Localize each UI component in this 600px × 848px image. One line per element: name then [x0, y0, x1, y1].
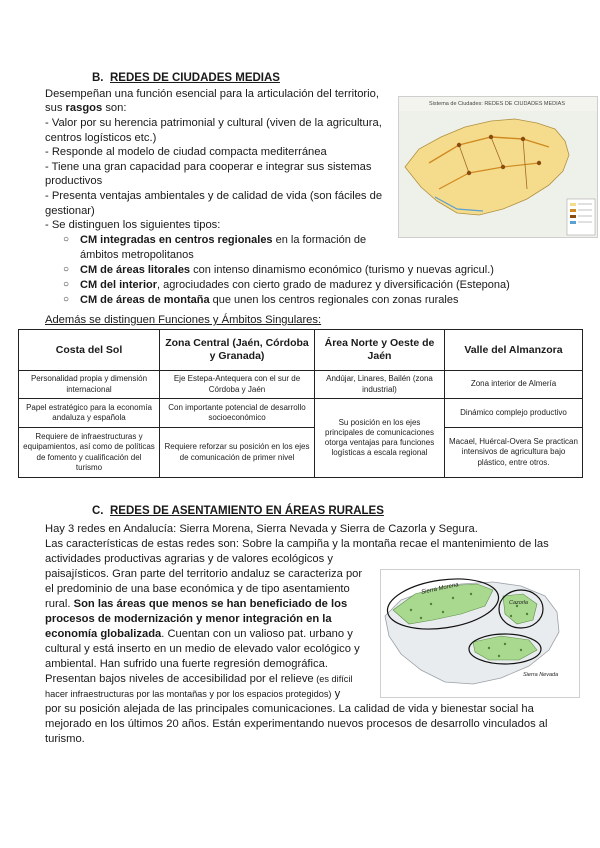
map-caption: Sistema de Ciudades: REDES DE CIUDADES MEDIAS — [429, 101, 566, 107]
section-c-line: ambiental. Han sufrido una fuerte regresión demográfica. — [45, 658, 328, 670]
section-c-line: actividades productivas agrarias y de valores ecológicos y — [45, 553, 333, 565]
table-cell: Papel estratégico para la economía andaluza y española — [19, 399, 160, 428]
table-row — [19, 428, 583, 478]
table-cell: Requiere de infraestructuras y equipamientos, así como de políticas de fomento y cualificación del turismo — [19, 428, 160, 478]
section-b-title: REDES DE CIUDADES MEDIAS — [110, 72, 280, 84]
andalucia-map-icon — [399, 97, 597, 237]
table-header: Zona Central (Jaén, Córdoba y Granada) — [160, 330, 315, 371]
bullet-circle-icon: ○ — [63, 294, 70, 305]
table-row — [19, 371, 583, 399]
section-c-heading — [92, 505, 384, 517]
rasgo-4b: gestionar) — [45, 205, 95, 217]
table-header-row — [19, 330, 583, 371]
table-cell: Su posición en los ejes principales de comunicaciones otorga ventajas para funciones logísticas a escala regional — [315, 399, 445, 478]
table-cell: Eje Estepa-Antequera con el sur de Córdoba y Jaén — [160, 371, 315, 399]
table-cell: Personalidad propia y dimensión internacional — [19, 371, 160, 399]
map-ciudades-medias — [398, 96, 598, 238]
section-c-line: paisajísticos. Gran parte del territorio andaluz se caracteriza por — [45, 568, 363, 580]
table-intro: Además se distinguen Funciones y Ámbitos Singulares: — [45, 314, 322, 326]
table-cell: Requiere reforzar su posición en los ejes de comunicación de primer nivel — [160, 428, 315, 478]
bullet-circle-icon: ○ — [63, 234, 70, 245]
table-cell: Zona interior de Almería — [445, 371, 583, 399]
section-c-line: hacer infraestructuras por las montañas y por los espacios protegidos) y — [45, 688, 341, 700]
map-label-cazorla: Cazorla — [509, 600, 528, 606]
section-b-intro-1: Desempeñan una función esencial para la articulación del territorio, — [45, 88, 379, 100]
rasgo-3b: productivos — [45, 175, 103, 187]
section-c-title: REDES DE ASENTAMIENTO EN ÁREAS RURALES — [110, 505, 384, 517]
section-c-line: cultural y está inserto en un medio de elevado valor ecológico y — [45, 643, 360, 655]
map-label-sierra-morena: Sierra Morena — [420, 582, 460, 596]
type-item: ○ CM de áreas litorales con intenso dinamismo económico (turismo y nuevas agricul.) — [63, 264, 494, 276]
table-cell: Con importante potencial de desarrollo socioeconómico — [160, 399, 315, 428]
section-b-intro-2: sus rasgos son: — [45, 102, 127, 114]
section-c-line: el predominio de una base económica y de tipo asentamiento — [45, 583, 350, 595]
section-c-line: Las características de estas redes son: Sobre la campiña y la montaña recae el mantenimiento de las — [45, 538, 549, 550]
section-c-p1: Hay 3 redes en Andalucía: Sierra Morena, Sierra Nevada y Sierra de Cazorla y Segura. — [45, 523, 478, 535]
type-item: ○ CM del interior, agrociudades con cierto grado de madurez y diversificación (Estepona) — [63, 279, 510, 291]
section-b-letter: B. — [92, 72, 104, 84]
table-cell: Macael, Huércal-Overa Se practican intensivos de agricultura bajo plástico, entre otros. — [445, 428, 583, 478]
type-item: ○ CM de áreas de montaña que unen los centros regionales con zonas rurales — [63, 294, 459, 306]
rasgo-1a: - Valor por su herencia patrimonial y cultural (viven de la agricultura, — [45, 117, 382, 129]
map-label-sierra-nevada: Sierra Nevada — [523, 672, 559, 678]
section-c-line: Presentan bajos niveles de accesibilidad por el relieve (es difícil — [45, 673, 353, 685]
section-b-heading — [92, 72, 280, 84]
table-row — [19, 399, 583, 428]
rasgo-5: - Se distinguen los siguientes tipos: — [45, 219, 221, 231]
section-c-line: por su posición alejada de las principales comunicaciones. La calidad de vida y bienestar social ha — [45, 703, 534, 715]
section-c-line: economía globalizada. Cuentan con un valioso pat. urbano y — [45, 628, 353, 640]
rasgo-2: - Responde al modelo de ciudad compacta mediterránea — [45, 146, 327, 158]
map-areas-rurales — [380, 569, 580, 698]
section-c-line: mejorado en los últimos 20 años. Están experimentando nuevos procesos de desarrollo vinculados al — [45, 718, 548, 730]
section-c-letter: C. — [92, 505, 104, 517]
rasgo-1b: centros logísticos etc.) — [45, 132, 157, 144]
type-item-cont: ámbitos metropolitanos — [80, 249, 194, 261]
section-c-line: rural. Son las áreas que menos se han beneficiado de los — [45, 598, 348, 610]
rasgo-3a: - Tiene una gran capacidad para cooperar e integrar sus sistemas — [45, 161, 372, 173]
section-c-line: turismo. — [45, 733, 85, 745]
funciones-table — [18, 329, 583, 478]
table-cell: Andújar, Linares, Bailén (zona industrial) — [315, 371, 445, 399]
table-header: Área Norte y Oeste de Jaén — [315, 330, 445, 371]
type-item: ○ CM integradas en centros regionales en la formación de — [63, 234, 367, 246]
table-cell: Dinámico complejo productivo — [445, 399, 583, 428]
section-c-line: procesos de modernización y menor integración en la — [45, 613, 332, 625]
bullet-circle-icon: ○ — [63, 264, 70, 275]
table-header: Valle del Almanzora — [445, 330, 583, 371]
bullet-circle-icon: ○ — [63, 279, 70, 290]
rasgo-4a: - Presenta ventajas ambientales y de calidad de vida (son fáciles de — [45, 190, 383, 202]
table-header: Costa del Sol — [19, 330, 160, 371]
